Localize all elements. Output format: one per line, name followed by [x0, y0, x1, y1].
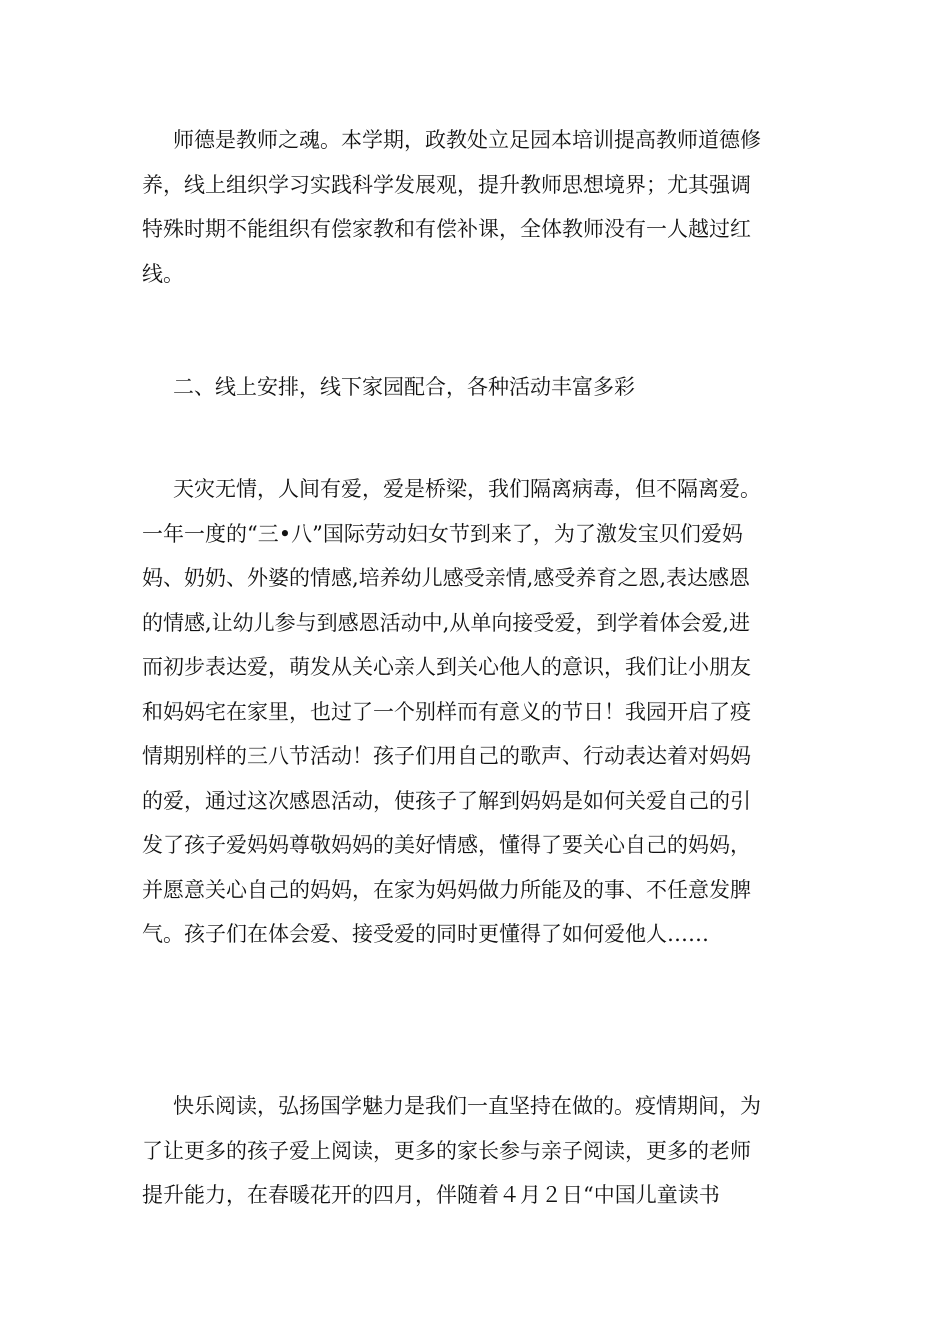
text-line: 气。孩子们在体会爱、接受爱的同时更懂得了如何爱他人…… [142, 922, 709, 946]
paragraph-happy-reading [142, 1084, 814, 1218]
text-line: 的爱，通过这次感恩活动，使孩子了解到妈妈是如何关爱自己的引 [142, 788, 751, 813]
text-line: 快乐阅读，弘扬国学魅力是我们一直坚持在做的。疫情期间，为 [173, 1094, 761, 1118]
text-line: 养，线上组织学习实践科学发展观，提升教师思想境界；尤其强调 [142, 172, 751, 197]
text-line: 发了孩子爱妈妈尊敬妈妈的美好情感，懂得了要关心自己的妈妈， [142, 833, 751, 857]
text-line: 提升能力，在春暖花开的四月，伴随着４月２日“中国儿童读书 [142, 1183, 720, 1207]
text-line: 一年一度的“三•八”国际劳动妇女节到来了，为了激发宝贝们爱妈 [142, 521, 743, 546]
text-line: 线。 [142, 261, 184, 286]
section-heading [142, 365, 814, 410]
text-line: 师德是教师之魂。本学期，政教处立足园本培训提高教师道德修 [173, 128, 761, 152]
text-line: 情期别样的三八节活动！孩子们用自己的歌声、行动表达着对妈妈 [142, 744, 751, 768]
paragraph-teacher-ethics [142, 118, 814, 296]
text-line: 了让更多的孩子爱上阅读，更多的家长参与亲子阅读，更多的老师 [142, 1138, 751, 1163]
text-line: 和妈妈宅在家里，也过了一个别样而有意义的节日！我园开启了疫 [142, 699, 751, 724]
text-line: 的情感,让幼儿参与到感恩活动中,从单向接受爱，到学着体会爱,进 [142, 610, 751, 635]
text-line: 而初步表达爱，萌发从关心亲人到关心他人的意识，我们让小朋友 [142, 655, 751, 679]
heading-text: 二、线上安排，线下家园配合，各种活动丰富多彩 [173, 375, 635, 399]
text-line: 妈、奶奶、外婆的情感,培养幼儿感受亲情,感受养育之恩,表达感恩 [142, 566, 751, 590]
text-line: 并愿意关心自己的妈妈，在家为妈妈做力所能及的事、不任意发脾 [142, 877, 751, 902]
text-line: 特殊时期不能组织有偿家教和有偿补课，全体教师没有一人越过红 [142, 217, 751, 241]
text-line: 天灾无情，人间有爱，爱是桥梁，我们隔离病毒，但不隔离爱。 [173, 477, 761, 501]
paragraph-womens-day [142, 467, 814, 957]
